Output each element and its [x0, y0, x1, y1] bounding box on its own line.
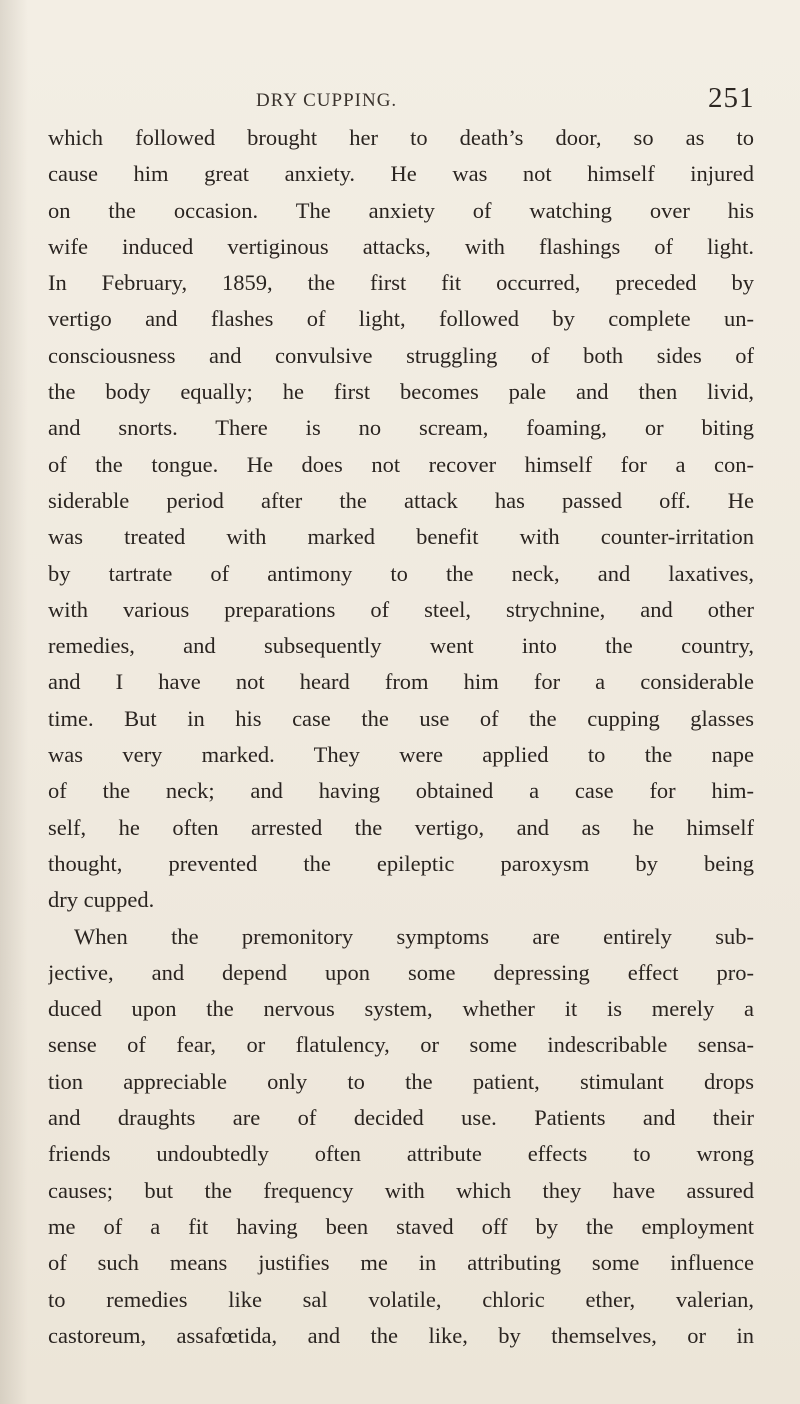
text-line: remedies, and subsequently went into the country, [48, 633, 754, 659]
text-line: with various preparations of steel, strychnine, and other [48, 596, 754, 622]
text-line: of the neck; and having obtained a case for him- [48, 778, 754, 804]
text-line: the body equally; he first becomes pale and then livid, [48, 379, 754, 405]
text-line: thought, prevented the epileptic paroxysm by being [48, 850, 754, 876]
text-line: cause him great anxiety. He was not himself injured [48, 161, 754, 187]
page-number: 251 [708, 82, 755, 114]
text-line: duced upon the nervous system, whether it is merely a [48, 996, 754, 1022]
text-line: and snorts. There is no scream, foaming, or biting [48, 415, 754, 441]
text-line: of the tongue. He does not recover himself for a con- [48, 451, 754, 477]
text-line: of such means justifies me in attributing some influence [48, 1250, 754, 1276]
text-line: castoreum, assafœtida, and the like, by themselves, or in [48, 1322, 754, 1348]
paragraph-end-line: dry cupped. [48, 887, 155, 913]
running-head: DRY CUPPING. [256, 90, 398, 111]
text-line: siderable period after the attack has passed off. He [48, 487, 754, 513]
text-line: wife induced vertiginous attacks, with flashings of light. [48, 233, 754, 259]
text-line: tion appreciable only to the patient, stimulant drops [48, 1068, 754, 1094]
text-line: consciousness and convulsive struggling of both sides of [48, 342, 754, 368]
text-line: jective, and depend upon some depressing effect pro- [48, 959, 754, 985]
text-line: was treated with marked benefit with counter-irritation [48, 524, 754, 550]
text-line: to remedies like sal volatile, chloric ether, valerian, [48, 1286, 754, 1312]
text-line: me of a fit having been staved off by the employment [48, 1213, 754, 1239]
text-line: vertigo and flashes of light, followed by complete un- [48, 306, 754, 332]
text-line: self, he often arrested the vertigo, and as he himself [48, 814, 754, 840]
text-line: which followed brought her to death’s door, so as to [48, 125, 754, 150]
text-line: friends undoubtedly often attribute effects to wrong [48, 1141, 754, 1167]
text-line: and I have not heard from him for a considerable [48, 669, 754, 695]
body-text [48, 120, 754, 1354]
paragraph-start-line: When the premonitory symptoms are entirely sub- [74, 923, 754, 949]
text-line: was very marked. They were applied to the nape [48, 742, 754, 768]
text-line: and draughts are of decided use. Patients and their [48, 1105, 754, 1131]
text-line: In February, 1859, the first fit occurred, preceded by [48, 270, 754, 296]
text-line: time. But in his case the use of the cupping glasses [48, 705, 754, 731]
text-line: sense of fear, or flatulency, or some indescribable sensa- [48, 1032, 754, 1058]
gutter-shadow [0, 0, 28, 1404]
text-line: on the occasion. The anxiety of watching over his [48, 197, 754, 223]
text-line: causes; but the frequency with which they have assured [48, 1177, 754, 1203]
text-line: by tartrate of antimony to the neck, and laxatives, [48, 560, 754, 586]
